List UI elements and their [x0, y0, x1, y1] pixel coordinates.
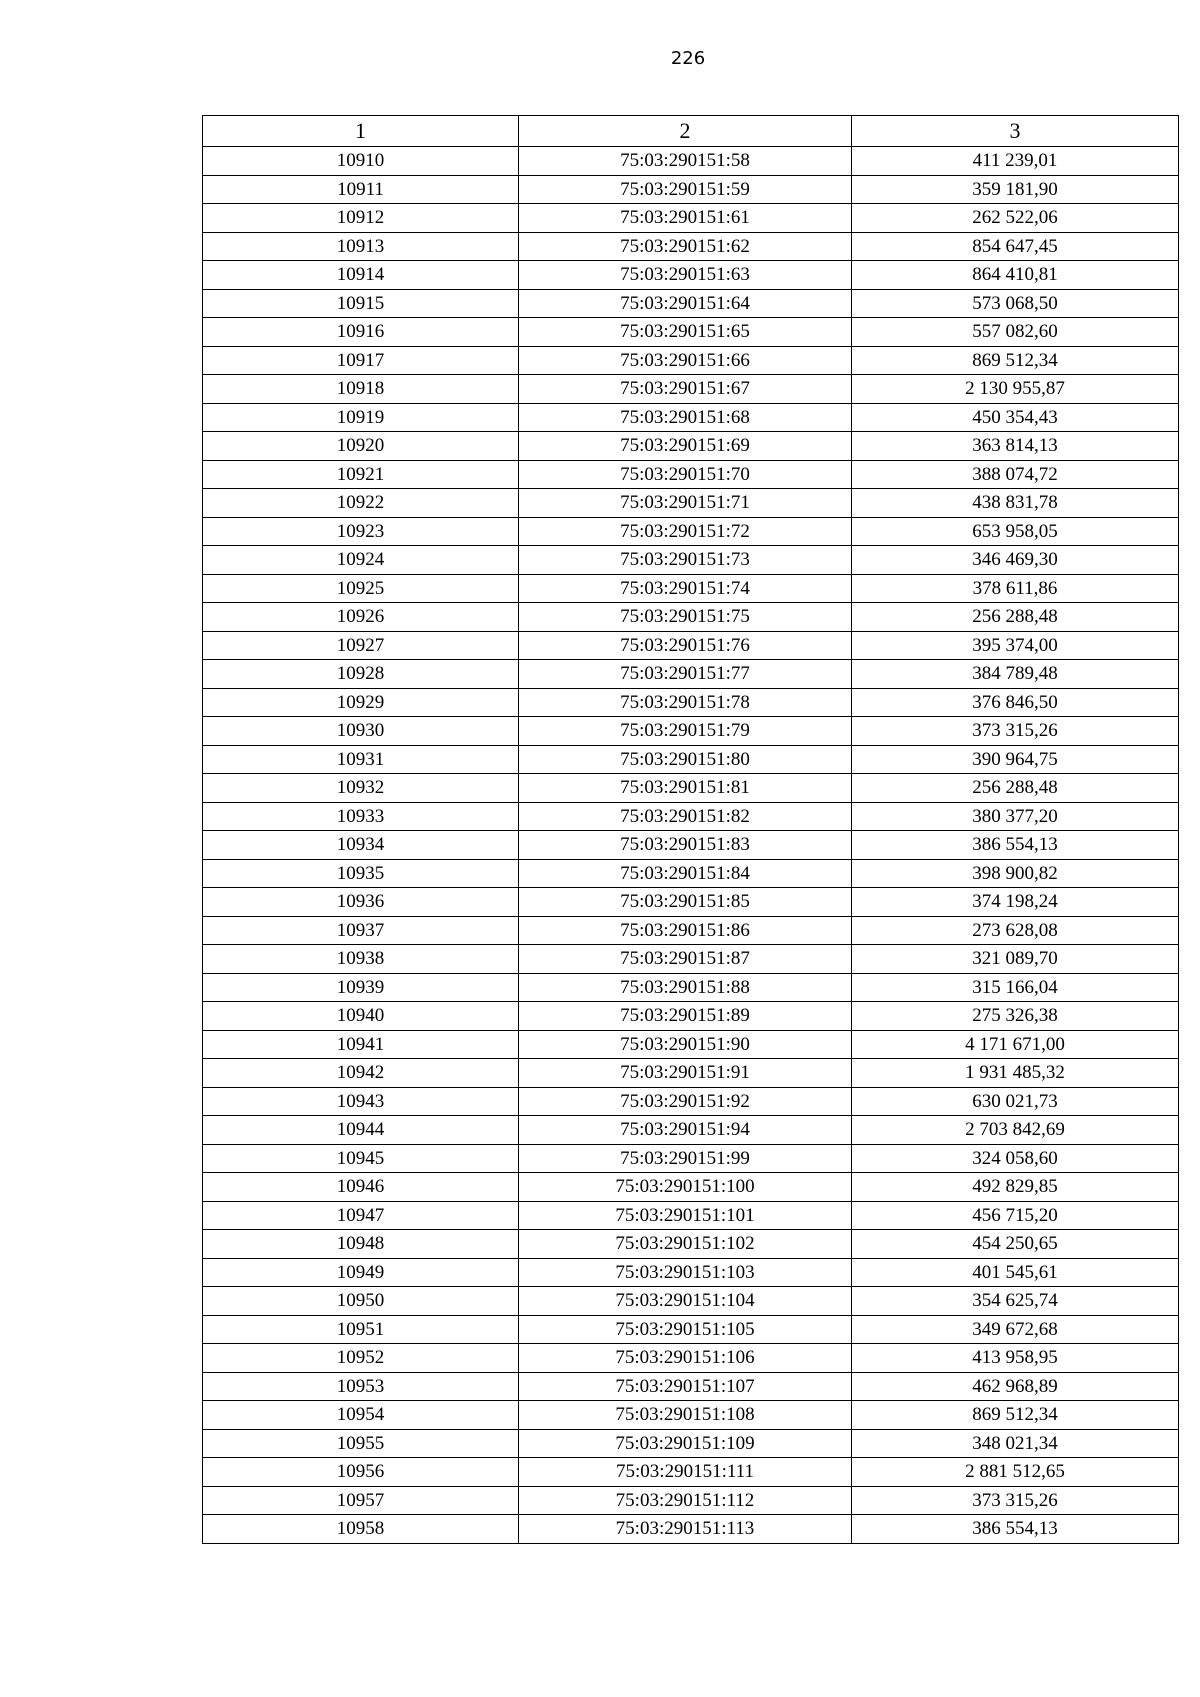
table-body [203, 147, 1179, 1544]
cadastral-number-cell: 75:03:290151:83 [519, 831, 852, 860]
table-row [203, 318, 1179, 347]
row-number-cell: 10925 [203, 574, 519, 603]
data-table [202, 115, 1179, 1544]
cadastral-number-cell: 75:03:290151:80 [519, 745, 852, 774]
table-row [203, 745, 1179, 774]
table-header-row [203, 116, 1179, 147]
row-number-cell: 10930 [203, 717, 519, 746]
row-number-cell: 10955 [203, 1429, 519, 1458]
cadastral-number-cell: 75:03:290151:86 [519, 916, 852, 945]
value-cell: 869 512,34 [852, 346, 1179, 375]
table-row [203, 1458, 1179, 1487]
cadastral-number-cell: 75:03:290151:64 [519, 289, 852, 318]
row-number-cell: 10953 [203, 1372, 519, 1401]
cadastral-number-cell: 75:03:290151:99 [519, 1144, 852, 1173]
cadastral-number-cell: 75:03:290151:78 [519, 688, 852, 717]
value-cell: 413 958,95 [852, 1344, 1179, 1373]
row-number-cell: 10916 [203, 318, 519, 347]
table-row [203, 375, 1179, 404]
table-row [203, 1287, 1179, 1316]
table-row [203, 688, 1179, 717]
column-header-3: 3 [852, 116, 1179, 147]
row-number-cell: 10949 [203, 1258, 519, 1287]
table-row [203, 1087, 1179, 1116]
table-row [203, 232, 1179, 261]
cadastral-number-cell: 75:03:290151:88 [519, 973, 852, 1002]
row-number-cell: 10941 [203, 1030, 519, 1059]
column-header-2: 2 [519, 116, 852, 147]
cadastral-number-cell: 75:03:290151:76 [519, 631, 852, 660]
row-number-cell: 10937 [203, 916, 519, 945]
cadastral-number-cell: 75:03:290151:113 [519, 1515, 852, 1544]
value-cell: 386 554,13 [852, 1515, 1179, 1544]
row-number-cell: 10948 [203, 1230, 519, 1259]
table-row [203, 1429, 1179, 1458]
cadastral-number-cell: 75:03:290151:81 [519, 774, 852, 803]
cadastral-number-cell: 75:03:290151:61 [519, 204, 852, 233]
cadastral-number-cell: 75:03:290151:68 [519, 403, 852, 432]
value-cell: 384 789,48 [852, 660, 1179, 689]
value-cell: 256 288,48 [852, 774, 1179, 803]
cadastral-number-cell: 75:03:290151:103 [519, 1258, 852, 1287]
cadastral-number-cell: 75:03:290151:101 [519, 1201, 852, 1230]
value-cell: 438 831,78 [852, 489, 1179, 518]
row-number-cell: 10928 [203, 660, 519, 689]
cadastral-number-cell: 75:03:290151:89 [519, 1002, 852, 1031]
row-number-cell: 10957 [203, 1486, 519, 1515]
table-row [203, 1515, 1179, 1544]
value-cell: 354 625,74 [852, 1287, 1179, 1316]
value-cell: 401 545,61 [852, 1258, 1179, 1287]
cadastral-number-cell: 75:03:290151:74 [519, 574, 852, 603]
row-number-cell: 10952 [203, 1344, 519, 1373]
value-cell: 630 021,73 [852, 1087, 1179, 1116]
table-row [203, 346, 1179, 375]
table-row [203, 432, 1179, 461]
value-cell: 398 900,82 [852, 859, 1179, 888]
row-number-cell: 10947 [203, 1201, 519, 1230]
table-row [203, 460, 1179, 489]
cadastral-number-cell: 75:03:290151:67 [519, 375, 852, 404]
value-cell: 492 829,85 [852, 1173, 1179, 1202]
table-row [203, 1401, 1179, 1430]
table-row [203, 1059, 1179, 1088]
row-number-cell: 10914 [203, 261, 519, 290]
table-row [203, 660, 1179, 689]
table-row [203, 1372, 1179, 1401]
row-number-cell: 10929 [203, 688, 519, 717]
value-cell: 359 181,90 [852, 175, 1179, 204]
cadastral-number-cell: 75:03:290151:90 [519, 1030, 852, 1059]
table-row [203, 631, 1179, 660]
value-cell: 346 469,30 [852, 546, 1179, 575]
row-number-cell: 10951 [203, 1315, 519, 1344]
row-number-cell: 10926 [203, 603, 519, 632]
row-number-cell: 10922 [203, 489, 519, 518]
row-number-cell: 10945 [203, 1144, 519, 1173]
table-row [203, 1258, 1179, 1287]
value-cell: 324 058,60 [852, 1144, 1179, 1173]
value-cell: 411 239,01 [852, 147, 1179, 176]
value-cell: 275 326,38 [852, 1002, 1179, 1031]
cadastral-number-cell: 75:03:290151:58 [519, 147, 852, 176]
cadastral-number-cell: 75:03:290151:112 [519, 1486, 852, 1515]
table-row [203, 289, 1179, 318]
table-row [203, 204, 1179, 233]
table-row [203, 945, 1179, 974]
value-cell: 348 021,34 [852, 1429, 1179, 1458]
table-row [203, 717, 1179, 746]
table-row [203, 1344, 1179, 1373]
table-row [203, 1201, 1179, 1230]
cadastral-number-cell: 75:03:290151:87 [519, 945, 852, 974]
table-row [203, 916, 1179, 945]
value-cell: 273 628,08 [852, 916, 1179, 945]
cadastral-number-cell: 75:03:290151:106 [519, 1344, 852, 1373]
value-cell: 390 964,75 [852, 745, 1179, 774]
cadastral-number-cell: 75:03:290151:105 [519, 1315, 852, 1344]
value-cell: 869 512,34 [852, 1401, 1179, 1430]
table-row [203, 888, 1179, 917]
value-cell: 380 377,20 [852, 802, 1179, 831]
cadastral-number-cell: 75:03:290151:65 [519, 318, 852, 347]
row-number-cell: 10946 [203, 1173, 519, 1202]
value-cell: 573 068,50 [852, 289, 1179, 318]
value-cell: 456 715,20 [852, 1201, 1179, 1230]
cadastral-number-cell: 75:03:290151:75 [519, 603, 852, 632]
row-number-cell: 10915 [203, 289, 519, 318]
cadastral-number-cell: 75:03:290151:107 [519, 1372, 852, 1401]
cadastral-number-cell: 75:03:290151:63 [519, 261, 852, 290]
table-row [203, 261, 1179, 290]
row-number-cell: 10942 [203, 1059, 519, 1088]
cadastral-number-cell: 75:03:290151:84 [519, 859, 852, 888]
table-row [203, 859, 1179, 888]
value-cell: 349 672,68 [852, 1315, 1179, 1344]
cadastral-number-cell: 75:03:290151:94 [519, 1116, 852, 1145]
cadastral-number-cell: 75:03:290151:59 [519, 175, 852, 204]
table-row [203, 1173, 1179, 1202]
row-number-cell: 10911 [203, 175, 519, 204]
value-cell: 388 074,72 [852, 460, 1179, 489]
value-cell: 1 931 485,32 [852, 1059, 1179, 1088]
value-cell: 557 082,60 [852, 318, 1179, 347]
value-cell: 450 354,43 [852, 403, 1179, 432]
cadastral-number-cell: 75:03:290151:82 [519, 802, 852, 831]
row-number-cell: 10924 [203, 546, 519, 575]
value-cell: 256 288,48 [852, 603, 1179, 632]
value-cell: 386 554,13 [852, 831, 1179, 860]
row-number-cell: 10936 [203, 888, 519, 917]
row-number-cell: 10910 [203, 147, 519, 176]
cadastral-number-cell: 75:03:290151:109 [519, 1429, 852, 1458]
table-row [203, 1144, 1179, 1173]
value-cell: 321 089,70 [852, 945, 1179, 974]
value-cell: 363 814,13 [852, 432, 1179, 461]
cadastral-number-cell: 75:03:290151:79 [519, 717, 852, 746]
cadastral-number-cell: 75:03:290151:69 [519, 432, 852, 461]
value-cell: 376 846,50 [852, 688, 1179, 717]
cadastral-number-cell: 75:03:290151:102 [519, 1230, 852, 1259]
table-row [203, 1030, 1179, 1059]
table-row [203, 1230, 1179, 1259]
table-row [203, 802, 1179, 831]
value-cell: 462 968,89 [852, 1372, 1179, 1401]
value-cell: 395 374,00 [852, 631, 1179, 660]
table-row [203, 774, 1179, 803]
row-number-cell: 10912 [203, 204, 519, 233]
table-row [203, 574, 1179, 603]
cadastral-number-cell: 75:03:290151:72 [519, 517, 852, 546]
row-number-cell: 10939 [203, 973, 519, 1002]
row-number-cell: 10954 [203, 1401, 519, 1430]
table-row [203, 489, 1179, 518]
value-cell: 854 647,45 [852, 232, 1179, 261]
value-cell: 262 522,06 [852, 204, 1179, 233]
value-cell: 378 611,86 [852, 574, 1179, 603]
cadastral-number-cell: 75:03:290151:70 [519, 460, 852, 489]
row-number-cell: 10923 [203, 517, 519, 546]
value-cell: 315 166,04 [852, 973, 1179, 1002]
cadastral-number-cell: 75:03:290151:73 [519, 546, 852, 575]
table-row [203, 546, 1179, 575]
table-row [203, 175, 1179, 204]
value-cell: 653 958,05 [852, 517, 1179, 546]
table-row [203, 517, 1179, 546]
value-cell: 2 881 512,65 [852, 1458, 1179, 1487]
table-row [203, 1486, 1179, 1515]
row-number-cell: 10919 [203, 403, 519, 432]
row-number-cell: 10931 [203, 745, 519, 774]
cadastral-number-cell: 75:03:290151:62 [519, 232, 852, 261]
cadastral-number-cell: 75:03:290151:85 [519, 888, 852, 917]
value-cell: 2 130 955,87 [852, 375, 1179, 404]
table-row [203, 1116, 1179, 1145]
cadastral-number-cell: 75:03:290151:108 [519, 1401, 852, 1430]
table-row [203, 973, 1179, 1002]
cadastral-number-cell: 75:03:290151:71 [519, 489, 852, 518]
cadastral-number-cell: 75:03:290151:111 [519, 1458, 852, 1487]
cadastral-number-cell: 75:03:290151:66 [519, 346, 852, 375]
row-number-cell: 10934 [203, 831, 519, 860]
table-row [203, 831, 1179, 860]
row-number-cell: 10944 [203, 1116, 519, 1145]
row-number-cell: 10920 [203, 432, 519, 461]
value-cell: 454 250,65 [852, 1230, 1179, 1259]
table-row [203, 147, 1179, 176]
table-row [203, 403, 1179, 432]
table-row [203, 1315, 1179, 1344]
value-cell: 373 315,26 [852, 717, 1179, 746]
cadastral-number-cell: 75:03:290151:92 [519, 1087, 852, 1116]
cadastral-number-cell: 75:03:290151:77 [519, 660, 852, 689]
row-number-cell: 10938 [203, 945, 519, 974]
row-number-cell: 10932 [203, 774, 519, 803]
value-cell: 4 171 671,00 [852, 1030, 1179, 1059]
table-row [203, 603, 1179, 632]
value-cell: 864 410,81 [852, 261, 1179, 290]
page-number: 226 [670, 48, 706, 69]
cadastral-number-cell: 75:03:290151:104 [519, 1287, 852, 1316]
row-number-cell: 10921 [203, 460, 519, 489]
row-number-cell: 10943 [203, 1087, 519, 1116]
row-number-cell: 10913 [203, 232, 519, 261]
row-number-cell: 10958 [203, 1515, 519, 1544]
row-number-cell: 10933 [203, 802, 519, 831]
cadastral-number-cell: 75:03:290151:91 [519, 1059, 852, 1088]
row-number-cell: 10950 [203, 1287, 519, 1316]
row-number-cell: 10940 [203, 1002, 519, 1031]
row-number-cell: 10917 [203, 346, 519, 375]
row-number-cell: 10935 [203, 859, 519, 888]
row-number-cell: 10927 [203, 631, 519, 660]
row-number-cell: 10956 [203, 1458, 519, 1487]
table-row [203, 1002, 1179, 1031]
value-cell: 373 315,26 [852, 1486, 1179, 1515]
cadastral-number-cell: 75:03:290151:100 [519, 1173, 852, 1202]
value-cell: 2 703 842,69 [852, 1116, 1179, 1145]
row-number-cell: 10918 [203, 375, 519, 404]
column-header-1: 1 [203, 116, 519, 147]
value-cell: 374 198,24 [852, 888, 1179, 917]
